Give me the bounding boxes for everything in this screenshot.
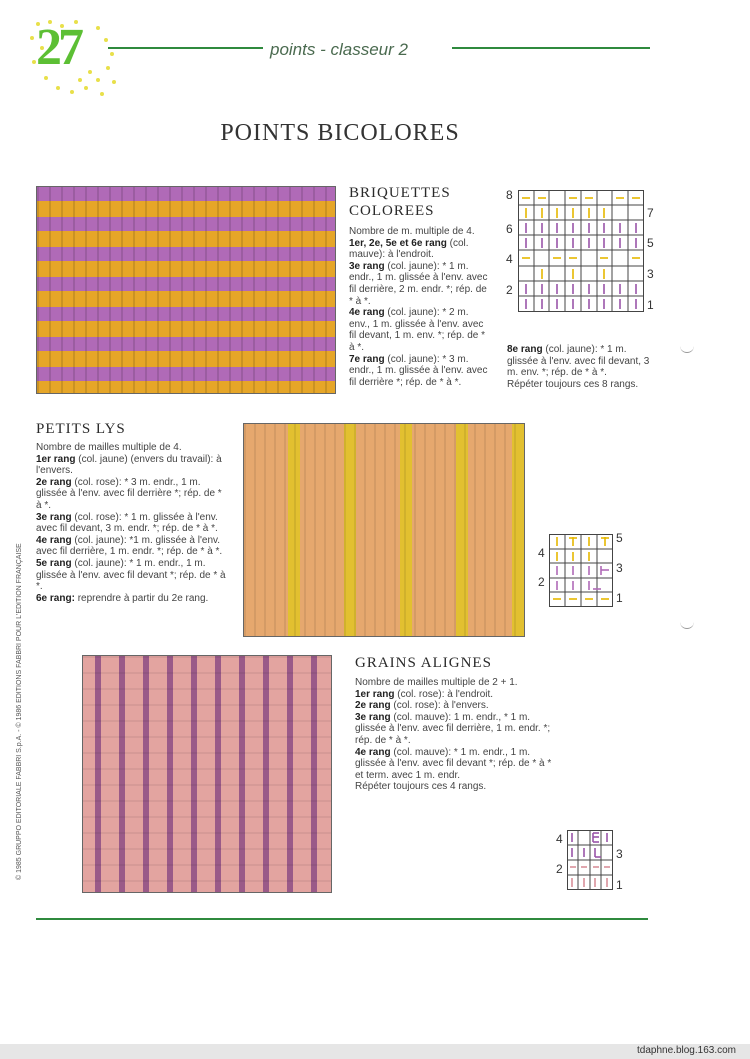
section1-row-num-7: 7	[647, 206, 654, 220]
section1-row-num-2: 2	[506, 283, 513, 297]
section3-row-num-2: 2	[556, 862, 563, 876]
section3-r3-text: (col. mauve): 1 m. endr., * 1 m. glissée à l'env. avec fil derrière, 1 m. endr. *; rép. de * à *.	[355, 711, 551, 746]
section2-intro: Nombre de mailles multiple de 4.	[36, 442, 182, 453]
section2-r6-text: reprendre à partir du 2e rang.	[77, 592, 209, 604]
section2-r1-label: 1er rang	[36, 453, 76, 465]
section3-r4-text: (col. mauve): * 1 m. endr., 1 m. glissée à l'env. avec fil devant *; rép. de * à * et term. avec 1 m. endr.	[355, 746, 552, 781]
section2-row-num-5: 5	[616, 531, 623, 545]
section3-title: GRAINS ALIGNES	[355, 655, 492, 671]
section1-repeat: Répéter toujours ces 8 rangs.	[507, 378, 639, 390]
section2-r4-label: 4e rang	[36, 534, 72, 546]
section1-r3-text: (col. jaune): * 1 m. endr., 1 m. glissée à l'env. avec fil derrière, 2 m. endr. *; rép. de * à *.	[349, 260, 488, 307]
section2-r2-text: (col. rose): * 3 m. endr., 1 m. glissée à l'env. avec fil derrière *; rép. de * à *.	[36, 476, 222, 511]
section2-r3-text: (col. rose): * 1 m. glissée à l'env. avec fil devant, 3 m. endr. *; rép. de * à *.	[36, 511, 218, 535]
section2-r5-text: (col. jaune): * 1 m. endr., 1 m. glissée à l'env. avec fil devant *; rép. de * à *.	[36, 557, 226, 593]
watermark-bar	[0, 1044, 750, 1059]
section1-row-num-4: 4	[506, 252, 513, 266]
copyright-vertical	[8, 520, 32, 880]
section1-r1-text: (col. mauve): à l'endroit.	[349, 237, 469, 261]
watermark-text: tdaphne.blog.163.com	[637, 1045, 736, 1056]
section2-chart-grid	[549, 534, 613, 607]
section1-row-num-8: 8	[506, 188, 513, 202]
section3-row-num-3: 3	[616, 847, 623, 861]
section3-r3-label: 3e rang	[355, 711, 391, 723]
section2-r2-label: 2e rang	[36, 476, 72, 488]
section1-title-line1: BRIQUETTES	[349, 185, 451, 201]
section1-intro: Nombre de m. multiple de 4.	[349, 226, 475, 237]
section3-r4-label: 4e rang	[355, 746, 391, 758]
swatch-grains-alignes	[82, 655, 332, 893]
section3-r1-text: (col. rose): à l'endroit.	[397, 688, 494, 700]
section1-row-num-1: 1	[647, 298, 654, 312]
series-title: points - classeur 2	[270, 40, 408, 59]
section2-title: PETITS LYS	[36, 421, 126, 437]
header-rule-right	[452, 47, 650, 49]
swatch-briquettes-colorees	[36, 186, 336, 394]
section1-chart-grid	[518, 190, 644, 312]
section3-row-num-1: 1	[616, 878, 623, 892]
footer-rule	[36, 918, 648, 920]
section2-row-num-4: 4	[538, 546, 545, 560]
section3-intro: Nombre de mailles multiple de 2 + 1.	[355, 677, 518, 688]
punch-hole-top	[680, 344, 694, 353]
section1-r3-label: 3e rang	[349, 260, 385, 272]
section3-chart-grid	[567, 830, 613, 890]
section1-r8-label: 8e rang	[507, 344, 543, 355]
section2-instructions	[36, 442, 230, 604]
section2-r6-label: 6e rang:	[36, 592, 75, 604]
page-title: POINTS BICOLORES	[220, 120, 460, 146]
section1-r8-text: (col. jaune): * 1 m. glissée à l'env. avec fil devant, 3 m. env. *; rép. de * à *.	[507, 344, 650, 379]
section2-r5-label: 5e rang	[36, 557, 72, 569]
section1-instructions	[349, 226, 491, 388]
section1-title	[349, 184, 451, 220]
section2-r1-text: (col. jaune) (envers du travail): à l'envers.	[36, 453, 222, 477]
section1-r7-label: 7e rang	[349, 353, 385, 365]
section2-row-num-3: 3	[616, 561, 623, 575]
copyright-text: © 1985 GRUPPO EDITORIALE FABBRI S.p.A. - © 1986 EDITIONS FABBRI POUR L'EDITION FRANÇAISE	[16, 543, 23, 880]
section3-row-num-4: 4	[556, 832, 563, 846]
section2-r3-label: 3e rang	[36, 511, 72, 523]
section1-r7-text: (col. jaune): * 3 m. endr., 1 m. glissée à l'env. avec fil derrière *; rép. de * à *.	[349, 353, 488, 388]
swatch-petits-lys	[243, 423, 525, 637]
section3-r2-text: (col. rose): à l'envers.	[393, 700, 489, 712]
section3-r1-label: 1er rang	[355, 688, 395, 700]
header-rule-left	[108, 47, 263, 49]
section1-r4-label: 4e rang	[349, 307, 385, 319]
section1-row-num-6: 6	[506, 222, 513, 236]
section2-row-num-2: 2	[538, 575, 545, 589]
section1-title-line2: COLOREES	[349, 203, 435, 219]
section3-instructions	[355, 677, 555, 793]
section1-instructions-cont	[507, 344, 655, 390]
section2-row-num-1: 1	[616, 591, 623, 605]
section1-r4-text: (col. jaune): * 2 m. env., 1 m. glissée à l'env. avec fil devant, 1 m. env. *; rép. de * à *.	[349, 307, 485, 353]
section2-r4-text: (col. jaune): *1 m. glissée à l'env. avec fil derrière, 1 m. endr. *; rép. de * à *.	[36, 534, 223, 558]
section3-r2-label: 2e rang	[355, 700, 391, 712]
punch-hole-bottom	[680, 620, 694, 629]
section3-repeat: Répéter toujours ces 4 rangs.	[355, 781, 487, 793]
section1-row-num-3: 3	[647, 267, 654, 281]
section1-r1-label: 1er, 2e, 5e et 6e rang	[349, 237, 447, 249]
page-number: 27	[36, 19, 80, 76]
section1-row-num-5: 5	[647, 236, 654, 250]
